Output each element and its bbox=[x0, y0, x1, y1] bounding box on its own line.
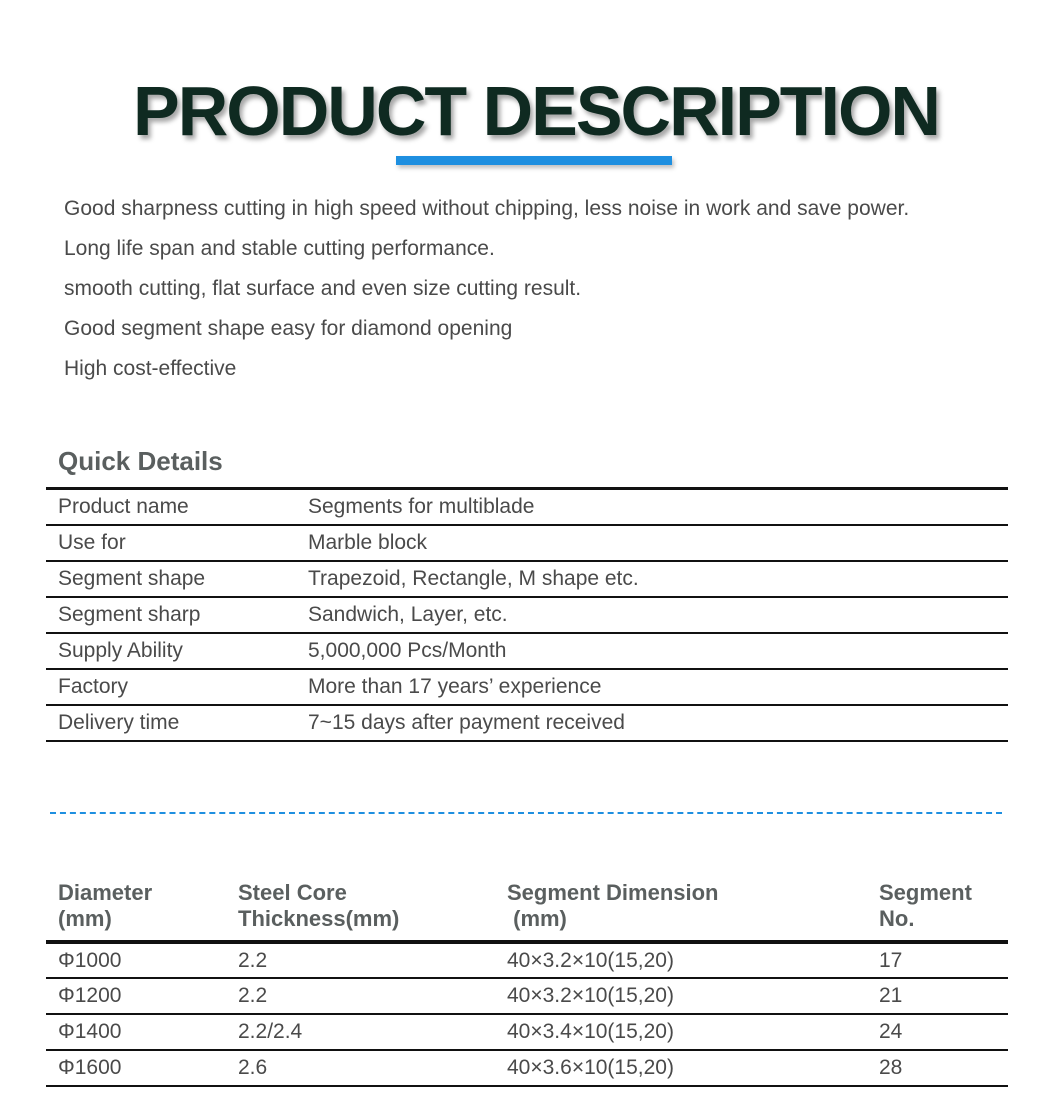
cell-steel-core: 2.2 bbox=[238, 948, 268, 972]
cell-segment-no: 21 bbox=[879, 984, 903, 1007]
header-segment-dimension: Segment Dimension (mm) bbox=[507, 880, 719, 931]
cell-steel-core: 2.2/2.4 bbox=[238, 1020, 303, 1043]
cell-segment-no: 28 bbox=[879, 1056, 903, 1079]
cell-segment-no: 24 bbox=[879, 1020, 903, 1043]
detail-key: Segment shape bbox=[58, 566, 206, 590]
dashed-divider bbox=[50, 812, 1002, 814]
header-steel-core: Steel Core Thickness(mm) bbox=[238, 880, 400, 931]
detail-value: 5,000,000 Pcs/Month bbox=[308, 638, 507, 662]
cell-steel-core: 2.6 bbox=[238, 1056, 268, 1079]
cell-diameter: Φ1000 bbox=[58, 948, 122, 972]
table-row bbox=[46, 525, 1008, 561]
table-row bbox=[46, 489, 1008, 525]
detail-key: Product name bbox=[58, 494, 189, 518]
cell-diameter: Φ1200 bbox=[58, 984, 122, 1007]
table-row bbox=[46, 1014, 1008, 1050]
detail-key: Delivery time bbox=[58, 710, 180, 734]
description-line: Good sharpness cutting in high speed without chipping, less noise in work and save power. bbox=[64, 197, 910, 220]
detail-value: Marble block bbox=[308, 530, 428, 554]
spec-table bbox=[46, 876, 1008, 1087]
cell-diameter: Φ1600 bbox=[58, 1056, 122, 1079]
table-row bbox=[46, 705, 1008, 741]
detail-key: Segment sharp bbox=[58, 602, 201, 626]
detail-value: Segments for multiblade bbox=[308, 494, 535, 518]
table-row bbox=[46, 561, 1008, 597]
detail-key: Use for bbox=[58, 530, 126, 554]
table-row bbox=[46, 978, 1008, 1014]
table-row bbox=[46, 633, 1008, 669]
header-diameter: Diameter (mm) bbox=[58, 880, 153, 931]
table-row bbox=[46, 1050, 1008, 1086]
cell-segment-dimension: 40×3.6×10(15,20) bbox=[507, 1056, 674, 1079]
description-line: High cost-effective bbox=[64, 357, 237, 380]
title-underline bbox=[396, 156, 672, 165]
spec-header-row bbox=[46, 876, 1008, 942]
header-segment-no: Segment No. bbox=[879, 880, 972, 931]
detail-value: More than 17 years’ experience bbox=[308, 674, 602, 698]
cell-diameter: Φ1400 bbox=[58, 1020, 122, 1043]
detail-value: Sandwich, Layer, etc. bbox=[308, 602, 508, 626]
page-title: PRODUCT DESCRIPTION bbox=[133, 72, 939, 150]
table-row bbox=[46, 597, 1008, 633]
quick-details-heading: Quick Details bbox=[58, 446, 223, 476]
cell-segment-dimension: 40×3.2×10(15,20) bbox=[507, 948, 674, 972]
quick-details-table bbox=[46, 487, 1008, 742]
cell-segment-dimension: 40×3.4×10(15,20) bbox=[507, 1020, 674, 1043]
detail-key: Supply Ability bbox=[58, 638, 183, 662]
cell-segment-dimension: 40×3.2×10(15,20) bbox=[507, 984, 674, 1007]
detail-key: Factory bbox=[58, 674, 129, 698]
description-line: smooth cutting, flat surface and even size cutting result. bbox=[64, 277, 582, 300]
detail-value: Trapezoid, Rectangle, M shape etc. bbox=[308, 566, 639, 590]
description-list bbox=[64, 196, 909, 396]
detail-value: 7~15 days after payment received bbox=[308, 710, 625, 734]
table-row bbox=[46, 942, 1008, 978]
description-line: Good segment shape easy for diamond opening bbox=[64, 317, 513, 340]
cell-segment-no: 17 bbox=[879, 948, 903, 972]
cell-steel-core: 2.2 bbox=[238, 984, 268, 1007]
table-row bbox=[46, 669, 1008, 705]
description-line: Long life span and stable cutting performance. bbox=[64, 237, 495, 260]
